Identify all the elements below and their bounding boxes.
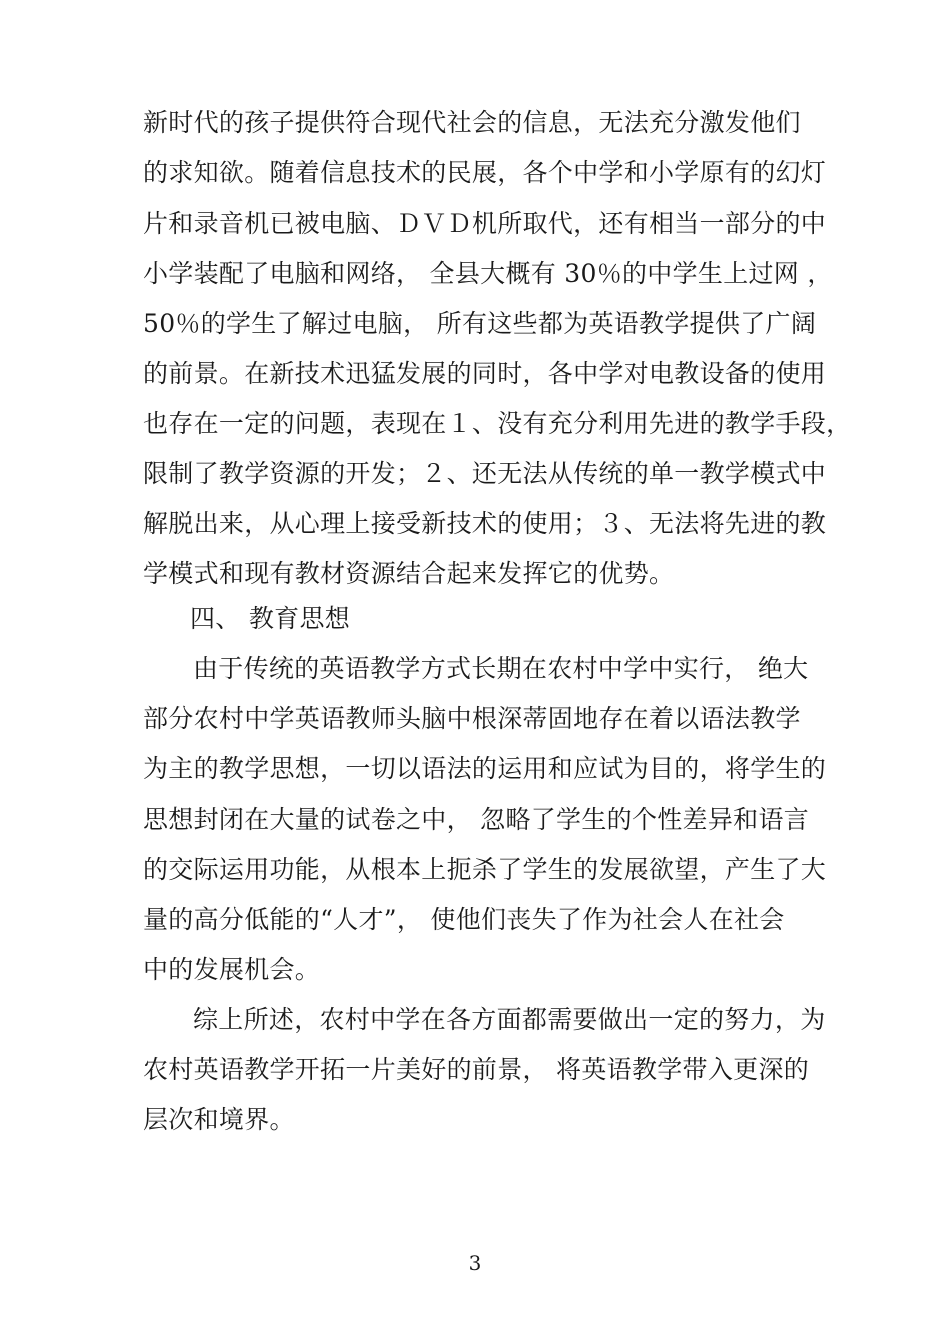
body-text-line: 层次和境界。 bbox=[143, 1105, 295, 1134]
body-text-line: 综上所述，农村中学在各方面都需要做出一定的努力，为 bbox=[193, 1005, 826, 1034]
page-number: 3 bbox=[468, 1251, 482, 1275]
body-text-line: 部分农村中学英语教师头脑中根深蒂固地存在着以语法教学 bbox=[143, 704, 801, 733]
body-text-line: 的交际运用功能，从根本上扼杀了学生的发展欲望，产生了大 bbox=[143, 855, 827, 884]
body-text-line: 新时代的孩子提供符合现代社会的信息，无法充分激发他们 bbox=[143, 108, 801, 137]
section-heading: 四、 教育思想 bbox=[190, 604, 351, 633]
body-text-line: 解脱出来，从心理上接受新技术的使用；３、无法将先进的教 bbox=[143, 509, 827, 538]
body-text-line: 由于传统的英语教学方式长期在农村中学中实行， 绝大 bbox=[193, 654, 809, 683]
body-text-line: 学模式和现有教材资源结合起来发挥它的优势。 bbox=[143, 559, 675, 588]
body-text-line: 为主的教学思想，一切以语法的运用和应试为目的，将学生的 bbox=[143, 754, 827, 783]
body-text-line: 小学装配了电脑和网络， 全县大概有 30％的中学生上过网 ， bbox=[143, 259, 833, 288]
body-text-line: 的求知欲。随着信息技术的民展，各个中学和小学原有的幻灯 bbox=[143, 158, 827, 187]
body-text-line: 的前景。在新技术迅猛发展的同时，各中学对电教设备的使用 bbox=[143, 359, 827, 388]
body-text-line: 片和录音机已被电脑、ＤＶＤ机所取代，还有相当一部分的中 bbox=[143, 209, 827, 238]
body-text-line: 限制了教学资源的开发；２、还无法从传统的单一教学模式中 bbox=[143, 459, 827, 488]
body-text-line: 量的高分低能的“人才”， 使他们丧失了作为社会人在社会 bbox=[143, 905, 785, 934]
body-text-line: 农村英语教学开拓一片美好的前景， 将英语教学带入更深的 bbox=[143, 1055, 810, 1084]
body-text-line: 中的发展机会。 bbox=[143, 955, 321, 984]
body-text-line: 也存在一定的问题，表现在１、没有充分利用先进的教学手段， bbox=[143, 409, 852, 438]
body-text-line: 思想封闭在大量的试卷之中， 忽略了学生的个性差异和语言 bbox=[143, 805, 810, 834]
body-text-line: 50％的学生了解过电脑， 所有这些都为英语教学提供了广阔 bbox=[143, 309, 817, 338]
